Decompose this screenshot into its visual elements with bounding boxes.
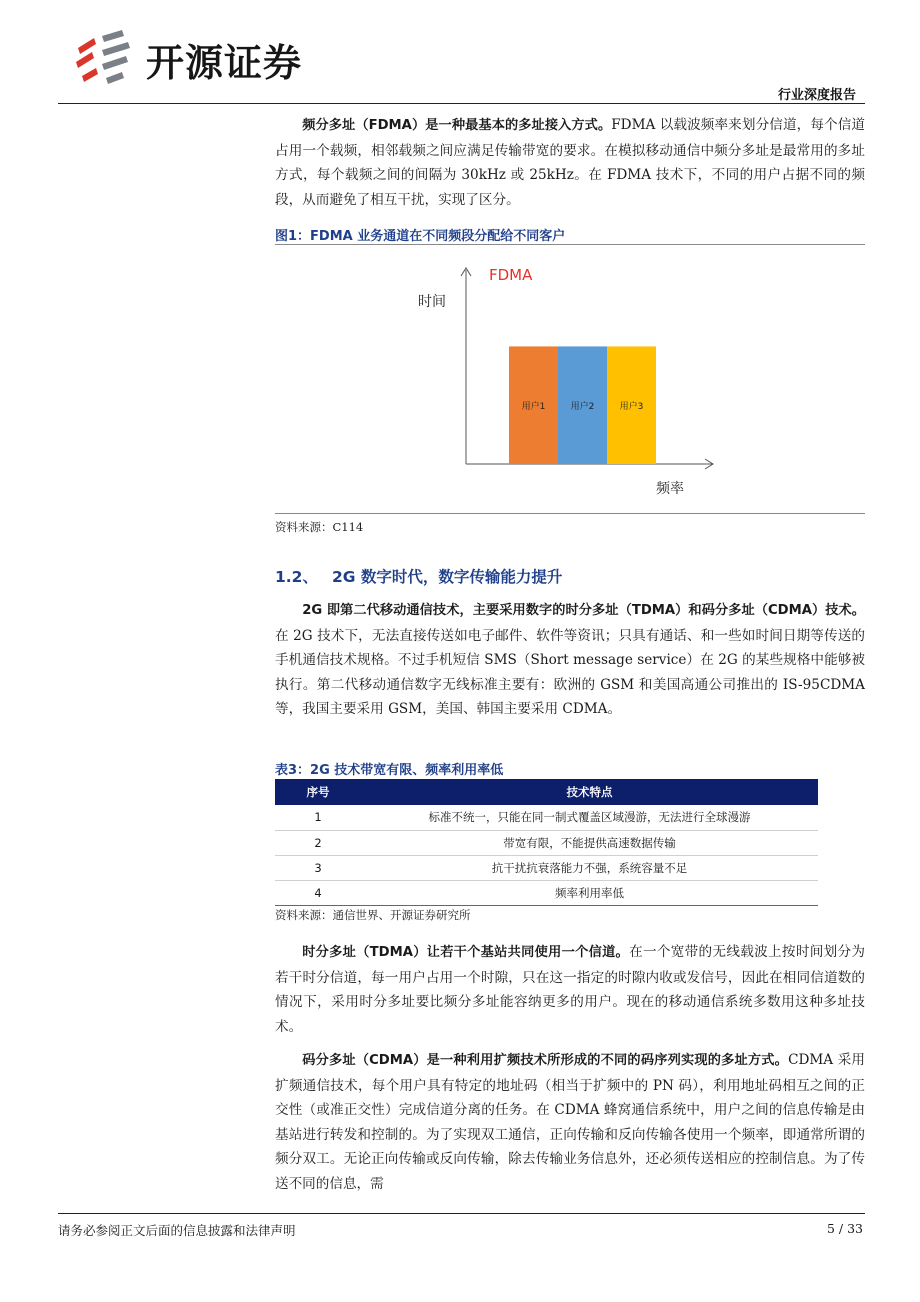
intro-lead: 频分多址（FDMA）是一种最基本的多址接入方式。 [302,118,612,133]
table3 [275,779,818,906]
row-feature: 频率利用率低 [361,880,818,905]
table3-source: 资料来源：通信世界、开源证券研究所 [275,908,471,922]
cdma-body: CDMA 采用扩频通信技术，每个用户具有特定的地址码（相当于扩频中的 PN 码），利用地址码相互之间的正交性（或准正交性）完成信道分离的任务。在 CDMA 蜂窝通信系统中，用户之间的信息传输是由基站进行转发和控制的。为了实现双工通信，正向传输和反向传输各使用一个频率，即通常所谓的频分双工。无论正向传输或反向传输，除去传输业务信息外，还必须传送相应的控制信息。为了传送不同的信息，需 [275,1052,866,1192]
row-feature: 抗干扰抗衰落能力不强，系统容量不足 [361,855,818,880]
table-header-row [275,779,818,805]
figure-top-rule [275,244,865,245]
footer-disclaimer: 请务必参阅正文后面的信息披露和法律声明 [58,1223,296,1238]
report-type: 行业深度报告 [777,88,856,103]
cdma-paragraph [275,1048,865,1197]
fdma-chart [275,248,865,510]
page-number: 5 / 33 [826,1221,863,1236]
figure1-caption: 图1：FDMA 业务通道在不同频段分配给不同客户 [275,229,566,244]
row-no: 4 [275,880,361,905]
logo-mark-icon [74,28,140,84]
table-row [275,855,818,880]
2g-body: 在 2G 技术下，无法直接传送如电子邮件、软件等资讯；只具有通话、和一些如时间日期等传送的手机通信技术规格。不过手机短信 SMS（Short message service）在 2G 的某些规格中能够被执行。第二代移动通信数字无线标准主要有：欧洲的 GSM 和美国高通公司推出的 IS-95CDMA 等，我国主要采用 GSM，美国、韩国主要采用 CDMA。 [275,627,865,718]
row-no: 1 [275,805,361,830]
table-row [275,805,818,830]
chart-title: FDMA [489,266,533,284]
company-logo [74,28,364,84]
cdma-lead: 码分多址（CDMA）是一种利用扩频技术所形成的不同的码序列实现的多址方式。 [302,1053,789,1068]
x-axis-label: 频率 [656,481,684,497]
table3-caption: 表3：2G 技术带宽有限、频率利用率低 [275,763,504,778]
bar-label-3: 用户3 [619,402,644,413]
row-no: 2 [275,830,361,855]
section-heading [275,565,562,587]
row-feature: 标准不统一，只能在同一制式覆盖区域漫游，无法进行全球漫游 [361,805,818,830]
intro-paragraph [275,113,865,212]
brand-name: 开源证券 [146,41,303,85]
bar-label-2: 用户2 [570,402,595,413]
tdma-body: 在一个宽带的无线载波上按时间划分为若干时分信道，每一用户占用一个时隙，只在这一指定的时隙内收或发信号，因此在相同信道数的情况下，采用时分多址要比频分多址能容纳更多的用户。现在的移动通信系统多数用这种多址技术。 [275,944,865,1035]
section-number: 1.2、 [275,568,318,586]
intro-body: FDMA 以载波频率来划分信道，每个信道占用一个载频，相邻载频之间应满足传输带宽的要求。在模拟移动通信中频分多址是最常用的多址方式，每个载频之间的间隔为 30kHz 或 25kHz。在 FDMA 技术下，不同的用户占据不同的频段，从而避免了相互干扰，实现了区分。 [275,117,865,208]
tdma-lead: 时分多址（TDMA）让若干个基站共同使用一个信道。 [302,945,630,960]
header-no: 序号 [275,779,361,805]
tdma-paragraph [275,940,865,1039]
footer-divider [58,1213,865,1214]
header-divider [58,103,865,104]
y-axis-label: 时间 [418,294,446,310]
section-title-text: 2G 数字时代，数字传输能力提升 [331,568,563,586]
figure-bottom-rule [275,513,865,514]
figure1-source: 资料来源：C114 [275,520,364,534]
row-no: 3 [275,855,361,880]
2g-paragraph [275,598,865,722]
bar-group [509,346,656,464]
table-row [275,830,818,855]
row-feature: 带宽有限，不能提供高速数据传输 [361,830,818,855]
2g-lead: 2G 即第二代移动通信技术，主要采用数字的时分多址（TDMA）和码分多址（CDMA）技术。 [302,603,865,618]
table-row [275,880,818,905]
header-feature: 技术特点 [361,779,818,805]
bar-label-1: 用户1 [521,402,546,413]
